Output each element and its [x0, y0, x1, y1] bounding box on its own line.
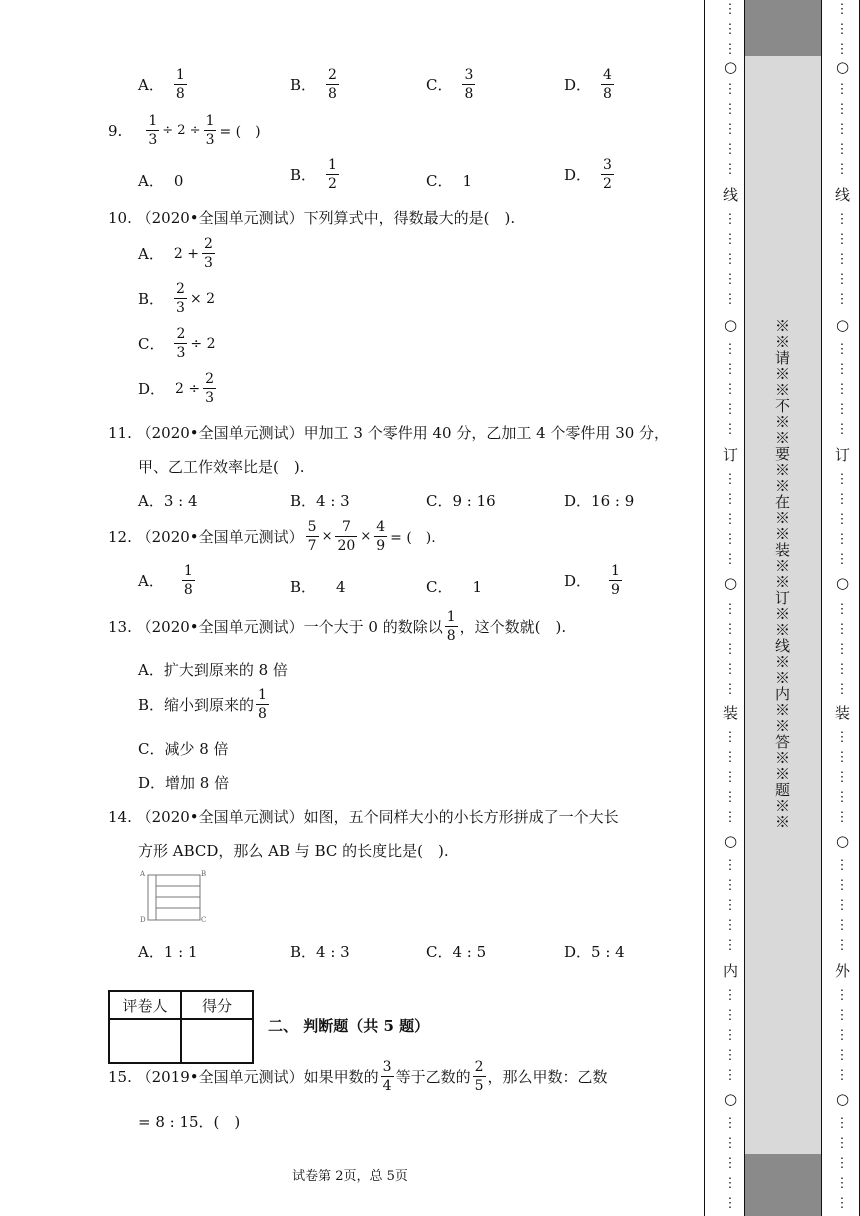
fraction: $\frac{1}{9}$: [611, 563, 620, 598]
q10-stem: 10. （2020•全国单元测试）下列算式中，得数最大的是( ).: [108, 209, 516, 227]
inner-dot-column: ⋮ ⋮ ⋮ ○ ⋮ ⋮ ⋮ ⋮ ⋮ 线 ⋮ ⋮ ⋮ ⋮ ⋮ ○ ⋮ ⋮ ⋮ ⋮ ⋮ 订 ⋮ ⋮ ⋮ ⋮ ⋮ ○ ⋮ ⋮ ⋮ ⋮ ⋮ 装 ⋮ ⋮ ⋮ ⋮ ⋮ ○ ⋮ ⋮ ⋮ ⋮ ⋮ 内 ⋮ ⋮ ⋮ ⋮ ⋮ ○ ⋮ ⋮ ⋮ ⋮ ⋮: [723, 2, 739, 1211]
binding-notice: ※※请※※不※※要※※在※※装※※订※※线※※内※※答※※题※※: [773, 318, 791, 830]
score-table: [108, 990, 254, 1064]
option-label: C．: [426, 76, 453, 94]
reviewer-header: 评卷人: [109, 991, 181, 1019]
q15-stem: 15. （2019•全国单元测试）如果甲数的 $\frac{3}{4}$ 等于乙数的 $\frac{2}{5}$ ，那么甲数：乙数: [108, 1059, 608, 1094]
option-label: D．: [564, 76, 592, 94]
circle-mark: ○: [836, 316, 850, 334]
page-footer: 试卷第 2页，总 5页: [292, 1169, 408, 1184]
fraction: $\frac{2}{3}$: [205, 371, 215, 406]
q10-option-c: C． $\frac{2}{3}$ ÷ 2: [138, 326, 216, 361]
q8-option-b: [290, 68, 339, 101]
q11-option-c: C．9 : 16: [426, 492, 496, 510]
outer-label-wai: 外: [835, 962, 851, 980]
q12-option-d: D． $\frac{1}{9}$: [564, 563, 620, 598]
circle-mark: ○: [836, 832, 850, 850]
circle-mark: ○: [724, 316, 738, 334]
binding-strip: [704, 0, 860, 1216]
fraction: $\frac{1}{8}$: [446, 609, 456, 644]
q11-stem-line1: 11. （2020•全国单元测试）甲加工 3 个零件用 40 分，乙加工 4 个零件用 30 分，: [108, 424, 670, 442]
q11-option-b: B．4 : 3: [290, 492, 350, 510]
q12-option-b: B． 4: [290, 577, 346, 596]
inner-label-xian: 线: [723, 186, 739, 204]
inner-label-zhuang: 装: [723, 704, 739, 722]
q14-option-d: D．5 : 4: [564, 943, 625, 961]
q14-option-a: A．1 : 1: [138, 943, 198, 961]
fraction: $\frac{2}{3}$: [176, 281, 185, 316]
option-label: B．: [290, 76, 317, 94]
binding-dark-top: [744, 0, 822, 56]
q9-stem: 9. $\frac{1}{3}$ ÷ 2 ÷ $\frac{1}{3}$ = ( ): [108, 113, 261, 148]
circle-mark: ○: [724, 1090, 738, 1108]
fraction: $\frac{3}{2}$: [603, 157, 612, 192]
section-title: 二、 判断题（共 5 题）: [268, 1017, 430, 1035]
q10-option-d: D． 2 ÷ $\frac{2}{3}$: [138, 371, 215, 406]
q10-option-b: B． $\frac{2}{3}$ × 2: [138, 281, 216, 316]
fraction: $\frac{2}{3}$: [203, 236, 213, 271]
q12-option-a: A． $\frac{1}{8}$: [138, 563, 193, 598]
q15-stem-line2: = 8 : 15．( ): [138, 1113, 241, 1131]
outer-label-xian: 线: [835, 186, 851, 204]
q13-stem: 13. （2020•全国单元测试）一个大于 0 的数除以 $\frac{1}{8}$ ，这个数就( ).: [108, 609, 567, 644]
q8-option-d: [564, 68, 614, 101]
circle-mark: ○: [724, 832, 738, 850]
outer-label-ding: 订: [835, 446, 851, 464]
circle-mark: ○: [836, 574, 850, 592]
q13-option-a: A．扩大到原来的 8 倍: [138, 661, 288, 679]
inner-label-ding: 订: [723, 446, 739, 464]
fraction: $\frac{4}{8}$: [603, 67, 612, 102]
q9-option-d: D． $\frac{3}{2}$: [564, 157, 612, 192]
q14-stem-line2: 方形 ABCD，那么 AB 与 BC 的长度比是( ).: [138, 842, 449, 860]
corner-c-label: C: [201, 916, 207, 924]
q12-option-c: C． 1: [426, 577, 483, 596]
q11-option-d: D．16 : 9: [564, 492, 635, 510]
outer-dot-column: ⋮ ⋮ ⋮ ○ ⋮ ⋮ ⋮ ⋮ ⋮ 线 ⋮ ⋮ ⋮ ⋮ ⋮ ○ ⋮ ⋮ ⋮ ⋮ ⋮ 订 ⋮ ⋮ ⋮ ⋮ ⋮ ○ ⋮ ⋮ ⋮ ⋮ ⋮ 装 ⋮ ⋮ ⋮ ⋮ ⋮ ○ ⋮ ⋮ ⋮ ⋮ ⋮ 外 ⋮ ⋮ ⋮ ⋮ ⋮ ○ ⋮ ⋮ ⋮ ⋮ ⋮: [835, 2, 851, 1211]
fraction: $\frac{7}{20}$: [337, 519, 356, 554]
fraction: $\frac{1}{8}$: [258, 687, 267, 722]
fraction: $\frac{5}{7}$: [307, 519, 317, 554]
fraction: $\frac{1}{2}$: [328, 157, 337, 192]
q9-option-b: B． $\frac{1}{2}$: [290, 157, 337, 192]
fraction: $\frac{3}{8}$: [464, 67, 474, 102]
q9-option-c: C． 1: [426, 171, 473, 190]
q14-option-c: C．4 : 5: [426, 943, 487, 961]
q14-option-b: B．4 : 3: [290, 943, 350, 961]
corner-d-label: D: [140, 916, 146, 924]
circle-mark: ○: [836, 58, 850, 76]
q13-option-d: D．增加 8 倍: [138, 774, 230, 792]
corner-a-label: A: [140, 870, 146, 878]
outer-label-zhuang: 装: [835, 704, 851, 722]
rectangle-figure: [138, 870, 208, 925]
q8-option-c: [426, 68, 475, 101]
fraction: $\frac{4}{9}$: [376, 519, 386, 554]
inner-label-nei: 内: [723, 962, 739, 980]
q11-option-a: A．3 : 4: [138, 492, 198, 510]
score-cell[interactable]: [181, 1019, 253, 1063]
fraction: $\frac{2}{5}$: [474, 1059, 484, 1094]
binding-dark-bottom: [744, 1154, 822, 1216]
option-label: A．: [138, 76, 164, 94]
fraction: $\frac{2}{8}$: [328, 67, 337, 102]
binding-border-left: [704, 0, 705, 1216]
reviewer-cell[interactable]: [109, 1019, 181, 1063]
q9-option-a: A． 0: [138, 171, 184, 190]
circle-mark: ○: [724, 58, 738, 76]
q14-stem-line1: 14. （2020•全国单元测试）如图，五个同样大小的小长方形拼成了一个大长: [108, 808, 619, 826]
circle-mark: ○: [724, 574, 738, 592]
q10-option-a: A． 2 + $\frac{2}{3}$: [138, 236, 213, 271]
q13-option-b: B．缩小到原来的 $\frac{1}{8}$: [138, 687, 267, 722]
circle-mark: ○: [836, 1090, 850, 1108]
fraction: $\frac{1}{8}$: [183, 563, 193, 598]
fraction: $\frac{1}{3}$: [148, 113, 158, 148]
fraction: $\frac{2}{3}$: [176, 326, 186, 361]
q11-stem-line2: 甲、乙工作效率比是( ).: [138, 458, 305, 476]
fraction: $\frac{3}{4}$: [382, 1059, 392, 1094]
q12-stem: 12. （2020•全国单元测试） $\frac{5}{7}$ × $\frac{7}{20}$ × $\frac{4}{9}$ = ( ).: [108, 519, 436, 554]
q13-option-c: C．减少 8 倍: [138, 740, 229, 758]
q14-figure: [138, 870, 208, 925]
fraction: $\frac{1}{8}$: [175, 67, 185, 102]
corner-b-label: B: [201, 870, 207, 878]
fraction: $\frac{1}{3}$: [205, 113, 215, 148]
q8-option-a: [138, 68, 187, 101]
score-header: 得分: [181, 991, 253, 1019]
